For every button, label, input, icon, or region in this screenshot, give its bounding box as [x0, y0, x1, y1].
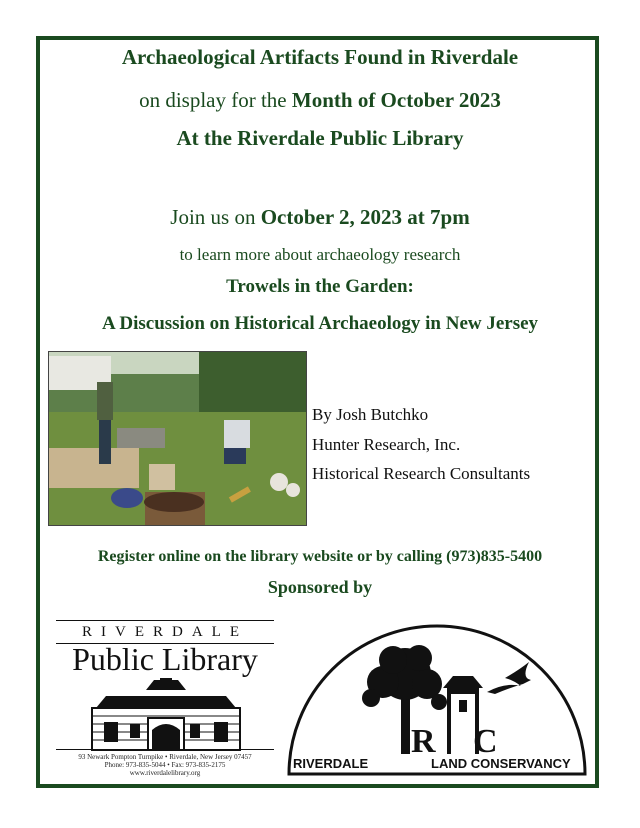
library-logo-top: RIVERDALE — [82, 624, 248, 640]
event-subtext: to learn more about archaeology research — [179, 245, 461, 264]
conservancy-name-left: RIVERDALE — [293, 756, 369, 771]
logo-letter-r: R — [411, 723, 436, 760]
library-building-icon — [86, 678, 246, 753]
logo-letter-c: C — [473, 723, 498, 760]
event-line — [0, 205, 640, 230]
conservancy-name-right: LAND CONSERVANCY — [431, 756, 571, 771]
logo-rule-top — [56, 620, 274, 621]
library-phone: Phone: 973-835-5044 • Fax: 973-835-2175 — [104, 761, 226, 769]
display-month: Month of October 2023 — [291, 88, 501, 112]
display-line — [0, 88, 640, 113]
event-date: October 2, 2023 at 7pm — [260, 205, 470, 229]
credit-presenter: By Josh Butchko — [312, 405, 429, 424]
location-line: At the Riverdale Public Library — [176, 126, 464, 150]
sponsored-by: Sponsored by — [267, 577, 373, 597]
registration-line: Register online on the library website or by calling (973)835-5400 — [97, 548, 543, 565]
library-website: www.riverdalelibrary.org — [129, 769, 201, 777]
credit-company: Hunter Research, Inc. — [312, 435, 461, 454]
library-logo-name: Public Library — [72, 641, 258, 677]
headline-title: Archaeological Artifacts Found in Riverdale — [121, 45, 519, 69]
event-prefix: Join us on — [170, 205, 261, 229]
conservancy-logo — [283, 622, 591, 778]
logo-rule-bottom — [56, 749, 274, 750]
talk-subtitle: A Discussion on Historical Archaeology in New Jersey — [101, 313, 539, 334]
credit-tagline: Historical Research Consultants — [312, 464, 531, 483]
display-prefix: on display for the — [139, 88, 292, 112]
excavation-photo — [48, 351, 307, 526]
talk-title: Trowels in the Garden: — [226, 276, 414, 297]
library-logo — [54, 618, 276, 778]
library-address: 93 Newark Pompton Turnpike • Riverdale, New Jersey 07457 — [78, 753, 252, 761]
